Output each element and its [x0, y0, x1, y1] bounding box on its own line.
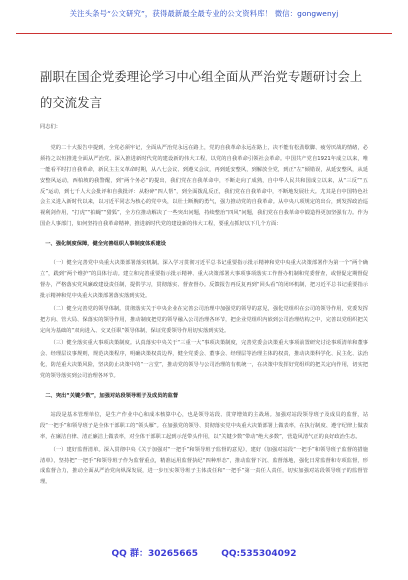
section-2-item-2: （一）建好监督清单。深入贯彻中央《关于加强对“一把手”和领导班子监督的意见》，建好《加强对站段“一把手”和领导班子监督的措施清单》，坚持把“一把手”和领导班子作为监督重点，精准运用监督执纪“四种形态”，推动监督下沉、监督落地，强化日常监督和专项监督，形成监督合力，推动全面从严治党向纵深发展，进一步压实领导班子主体责任和“一把手”第一责任人责任，切实加强对站段领导班子的监督管理。: [40, 446, 368, 486]
promo-banner: 关注头条号“公文研究”，获得最新最全最专业的公文资料库！ 微信：gongwenyj: [69, 9, 339, 18]
section-1-item-2: （二）健全完善党的领导体制。贯彻落实关于中央企业在完善公司治理中加强党的领导的意见，强化党组织在公司的领导作用，党委发挥把方向、管大局、保落实的领导作用，推动制度把党的领导融入公司治理各环节，把企业党组织内嵌到公司治理结构之中，完善以党组织把关定向为基础的“双向进入、交叉任职”领导体制，保证党委领导作用切实落到实处。: [40, 305, 368, 334]
salutation: 同志们：: [40, 124, 61, 130]
intro-paragraph: 党的二十大报告中提到，全党必须牢记，全面从严治党永远在路上，党的自我革命永远在路上，决不能有松劲歇脚、疲劳厌战的情绪，必须持之以恒推进全面从严治党。深入推进新时代党的建设新的伟大工程，以党的自我革命引领社会革命。中国共产党自1921年成立以来，唯一能看平时打自我革命，新民主主义革命时期，从八七会议、到遵义会议，再到延安整风，到解放全党，到正“左”倾错误，从延安整风，从延安整风运动，西柏坡的我警醒，到“两个务必”的提出，我们党在自我革命中，不断走向了成熟，自中华人民共和国成立以来，从“三反”“五反”运动，到七千人大会批评和自我批评：从粉碎“四人帮”，到全面拨乱反正，我们党在自我革命中，不断地发展壮大。尤其是自中国特色社会主义进入新时代以来，以习近平同志为核心的党中央，以壮士断腕的勇气，强力推动党的自我革命。从中央八项规定的出台，到发挥政治巡视利剑作用，“打虎”“拍蝇”“猎狐”，全方位推动解决了一些突出问题，持续整治“四风”问题，我们党在自我革命中锻造得更加坚强有力。作为国企人事部门，如何坚持自我革命精神，推进新时代党的建设新的伟大工程，要重点抓好以下几个方面：: [40, 144, 368, 228]
qq-text: QQ:535304092: [221, 549, 297, 559]
section-1-item-3: （三）健全落实重大事项决策制度。认真落实中央关于“三重一大”事项决策制度，完善党委会决策重大事项前置研究讨论事项清单和董事会、经理层议事规则，规范决策程序，明确决策权责边界，健全党委会、董事会、经理层等治理主体的权责，推动决策科学化、民主化、法治化，防范重大决策风险，坚决防止决策中的“一言堂”，推动党的领导与公司治理的有机统一，在决策中发挥好党组织的把关定向作用，切实把党的领导落实到公司治理各环节。: [40, 340, 368, 380]
header-divider: [16, 33, 392, 34]
section-2-item-1: 站段是基本管理单位，是生产作业中心和成本核算中心，也是领导站段、贯穿增效的主战场。加强对站段领导班子及成员的监督，站段“一把手”和领导班子是全体干部职工的“领头雁”。在加强党的领导、贯彻落实党中央重大决策部署上做表率，在执行制度、遵守纪律上做表率，在廉洁自律、清正廉洁上做表率，对全体干部职工起到示范带头作用，以“关键少数”带动“绝大多数”，营造风清气正的良好政治生态。: [40, 411, 368, 440]
document-body: [40, 122, 368, 488]
contact-footer: [0, 546, 408, 559]
qq-group-text: QQ 群：30265665: [111, 549, 199, 559]
section-heading-1: 一、强化制度保障，健全完善组织人事制度体系建设: [45, 241, 166, 248]
section-heading-2: 二、突出“关键少数”，加强对站段领导班子及成员的监督: [45, 393, 179, 400]
section-1-item-1: （一）健全完善党中央重大决策部署落实机制。深入学习贯彻习近平总书记重要指示批示精神和党中央重大决策部署作为第一个“两个确立”，践到“两个维护”的具体行动。建立和完善重要指示批示精神、重大决策部署大事项事项落实工作督办机制和党委督查，或督促定期督促督办，严格落实党风廉政建设责任制，提供学习，贯彻落实、督查督办。反馈报告再反复再到“回头看”的闭环机制，把习近平总书记重要指示批示精神和党中央重大决策部署落实落到实处。: [40, 260, 368, 299]
document-title: 副职在国企党委理论学习中心组全面从严治党专题研讨会上的交流发言: [40, 70, 363, 110]
